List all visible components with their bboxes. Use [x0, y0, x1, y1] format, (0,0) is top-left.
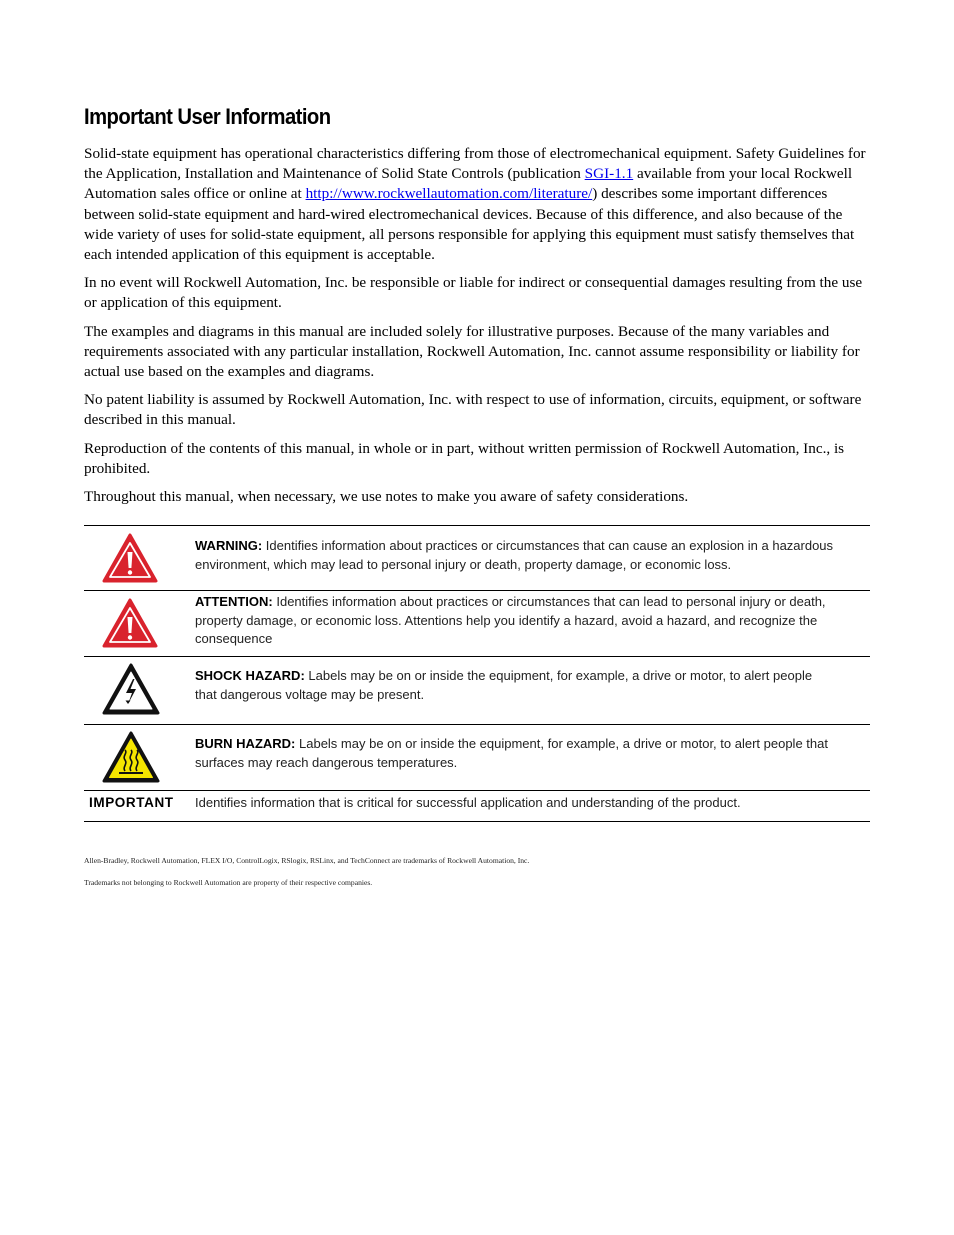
paragraph-patent: No patent liability is assumed by Rockwell Automation, Inc. with respect to use of information, circuits, equipment, or software described in this manual.	[84, 391, 862, 429]
paragraph-notes: Throughout this manual, when necessary, we use notes to make you aware of safety considerations.	[84, 488, 689, 506]
notice-attention	[84, 590, 870, 656]
paragraph-solid-state	[84, 144, 870, 265]
attention-label: ATTENTION:	[195, 594, 273, 609]
warning-triangle-icon	[102, 532, 158, 590]
shock-hazard-icon	[102, 662, 160, 722]
warning-text	[195, 537, 835, 574]
trademarks-footnote: Allen-Bradley, Rockwell Automation, FLEX I/O, ControlLogix, RSlogix, RSLinx, and TechConnect are trademarks of Rockwell Automation, Inc.	[84, 856, 530, 865]
shock-hazard-description: Labels may be on or inside the equipment, for example, a drive or motor, to alert people that dangerous voltage may be present.	[195, 668, 813, 702]
sgi-link[interactable]: SGI-1.1	[584, 165, 634, 183]
notice-warning	[84, 526, 870, 590]
notice-burn-hazard	[84, 724, 870, 790]
paragraph-text: Solid-state equipment has operational characteristics differing from those of electromechanical equipment. Safety Guidelines for the Application, Installation and Maintenance of Solid State Controls (publication	[84, 145, 866, 183]
other-trademarks-footnote: Trademarks not belonging to Rockwell Automation are property of their respective companies.	[84, 878, 373, 887]
attention-description: Identifies information about practices or circumstances that can lead to personal injury or death, property damage, or economic loss. Attentions help you identify a hazard, avoid a hazard, and recognize the consequence	[195, 594, 826, 646]
page-title: Important User Information	[84, 104, 331, 129]
burn-hazard-description: Labels may be on or inside the equipment, for example, a drive or motor, to alert people that surfaces may reach dangerous temperatures.	[195, 736, 828, 770]
important-label: IMPORTANT	[89, 795, 174, 810]
warning-label: WARNING:	[195, 538, 263, 553]
literature-link[interactable]: http://www.rockwellautomation.com/literature/	[305, 185, 593, 203]
attention-text	[195, 593, 835, 649]
important-description: Identifies information that is critical for successful application and understanding of the product.	[195, 795, 741, 810]
warning-description: Identifies information about practices or circumstances that can cause an explosion in a hazardous environment, which may lead to personal injury or death, property damage, or economic loss.	[195, 538, 834, 572]
burn-hazard-icon	[102, 730, 160, 790]
paragraph-text: available from your local Rockwell Automation sales office or online at	[84, 165, 853, 203]
paragraph-reproduction: Reproduction of the contents of this manual, in whole or in part, without written permission of Rockwell Automation, Inc., is prohibited.	[84, 439, 845, 477]
paragraph-liability: In no event will Rockwell Automation, Inc. be responsible or liable for indirect or consequential damages resulting from the use or application of this equipment.	[84, 274, 863, 312]
paragraph-text: ) describes some important differences between solid-state equipment and hard-wired electromechanical devices. Because of this difference, and also because of the wide variety of uses for solid-state equipment, all persons responsible for applying this equipment must satisfy themselves that each intended application of this equipment is acceptable.	[84, 185, 855, 264]
safety-notice-table	[84, 525, 870, 822]
burn-hazard-label: BURN HAZARD:	[195, 736, 296, 751]
paragraph-examples: The examples and diagrams in this manual are included solely for illustrative purposes. Because of the many variables and requirements associated with any particular installation, Rockwell Automation, Inc. cannot assume responsibility or liability for actual use based on the examples and diagrams.	[84, 322, 860, 381]
shock-hazard-label: SHOCK HAZARD:	[195, 668, 305, 683]
attention-triangle-icon	[102, 597, 158, 655]
burn-hazard-text	[195, 735, 835, 772]
notice-important	[84, 790, 870, 821]
notice-shock-hazard	[84, 656, 870, 724]
shock-hazard-text	[195, 667, 835, 704]
body-text	[84, 144, 870, 515]
